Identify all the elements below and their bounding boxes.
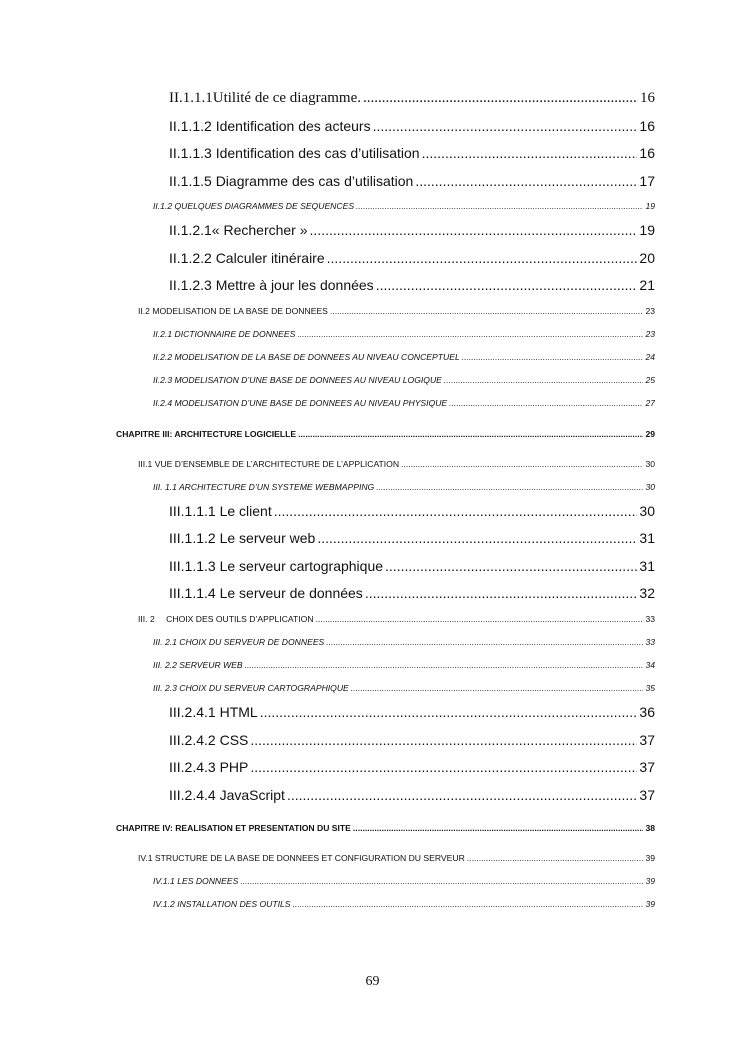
- toc-leader-dots: [363, 87, 638, 109]
- toc-entry-page: 16: [639, 118, 655, 134]
- toc-entry-label: III. 1.1 ARCHITECTURE D’UN SYSTEME WEBMAPPING: [153, 482, 375, 492]
- toc-entry-label: II.1.2.3 Mettre à jour les données: [169, 277, 374, 293]
- toc-entry: [169, 555, 655, 577]
- toc-entry: [169, 170, 655, 192]
- toc-entry: [169, 527, 655, 549]
- toc-entry-label: II.1.1.1Utilité de ce diagramme.: [169, 90, 362, 106]
- toc-entry: [116, 427, 655, 441]
- toc-entry-page: 31: [639, 558, 655, 574]
- toc-entry-page: 31: [639, 530, 655, 546]
- toc-leader-dots: [351, 681, 644, 695]
- toc-leader-dots: [250, 756, 637, 778]
- toc-entry: [138, 304, 655, 318]
- page-number: 69: [365, 974, 380, 989]
- toc-entry-page: 39: [645, 876, 655, 886]
- toc-entry: [169, 87, 655, 109]
- toc-entry-page: 37: [639, 732, 655, 748]
- toc-entry: [153, 874, 655, 888]
- toc-entry: [153, 396, 655, 410]
- toc-entry: [153, 635, 655, 649]
- toc-entry-page: 35: [645, 683, 655, 693]
- toc-entry-page: 27: [645, 398, 655, 408]
- toc-leader-dots: [274, 500, 638, 522]
- toc-entry-label: II.2.2 MODELISATION DE LA BASE DE DONNEES AU NIVEAU CONCEPTUEL: [153, 352, 460, 362]
- toc-leader-dots: [316, 612, 644, 626]
- toc-entry-page: 30: [639, 503, 655, 519]
- toc-entry-page: 29: [645, 429, 655, 439]
- toc-leader-dots: [245, 658, 644, 672]
- toc-leader-dots: [365, 582, 638, 604]
- toc-entry-label: III. 2.2 SERVEUR WEB: [153, 660, 243, 670]
- toc-entry: [153, 897, 655, 911]
- toc-entry-page: 23: [645, 306, 655, 316]
- toc-entry-page: 24: [645, 352, 655, 362]
- toc-entry-page: 32: [639, 585, 655, 601]
- toc-entry: [169, 756, 655, 778]
- toc-entry-page: 19: [639, 222, 655, 238]
- toc-entry-label: II.2 MODELISATION DE LA BASE DE DONNEES: [138, 306, 328, 316]
- toc-entry-label: IV.1 STRUCTURE DE LA BASE DE DONNEES ET CONFIGURATION DU SERVEUR: [138, 853, 465, 863]
- toc-entry-page: 30: [645, 459, 655, 469]
- toc-entry-page: 17: [639, 173, 655, 189]
- toc-entry-label: II.1.2 QUELQUES DIAGRAMMES DE SEQUENCES: [153, 201, 355, 211]
- toc-leader-dots: [415, 170, 637, 192]
- toc-entry-page: 19: [645, 201, 655, 211]
- toc-leader-dots: [240, 874, 643, 888]
- toc-entry: [153, 480, 655, 494]
- toc-entry-label: II.1.2.1« Rechercher »: [169, 222, 308, 238]
- toc-leader-dots: [298, 427, 643, 441]
- toc-entry: [169, 142, 655, 164]
- toc-entry-label: III. 2.1 CHOIX DU SERVEUR DE DONNEES: [153, 637, 325, 647]
- toc-entry-label: III.2.4.4 JavaScript: [169, 787, 285, 803]
- toc-entry: [138, 457, 655, 471]
- toc-leader-dots: [326, 635, 643, 649]
- toc-entry-label: IV.1.1 LES DONNEES: [153, 876, 239, 886]
- toc-entry-page: 33: [645, 614, 655, 624]
- toc-entry: [153, 681, 655, 695]
- toc-entry-label: CHOIX DES OUTILS D’APPLICATION: [166, 614, 314, 624]
- toc-entry: [169, 247, 655, 269]
- toc-entry-label: III.2.4.1 HTML: [169, 704, 258, 720]
- toc-entry: [169, 582, 655, 604]
- toc-entry: [138, 612, 655, 626]
- toc-entry-label: III.1.1.1 Le client: [169, 503, 272, 519]
- toc-entry: [153, 658, 655, 672]
- toc-entry: [169, 729, 655, 751]
- toc-entry-label: III.2.4.3 PHP: [169, 759, 249, 775]
- toc-entry-page: 16: [639, 145, 655, 161]
- toc-entry-page: 38: [645, 823, 655, 833]
- toc-leader-dots: [462, 350, 644, 364]
- toc-leader-dots: [373, 115, 638, 137]
- toc-leader-dots: [327, 247, 638, 269]
- toc-entry-label: CHAPITRE IV: REALISATION ET PRESENTATION DU SITE: [116, 823, 351, 833]
- toc-leader-dots: [287, 784, 637, 806]
- toc-leader-dots: [449, 396, 643, 410]
- toc-entry-label: II.1.1.2 Identification des acteurs: [169, 118, 371, 134]
- toc-entry-label: III.1 VUE D’ENSEMBLE DE L’ARCHITECTURE DE L’APPLICATION: [138, 459, 400, 469]
- toc-entry: [169, 219, 655, 241]
- toc-entry-label: III.1.1.3 Le serveur cartographique: [169, 558, 384, 574]
- toc-entry-page: 30: [645, 482, 655, 492]
- toc-leader-dots: [330, 304, 644, 318]
- toc-entry: [169, 784, 655, 806]
- toc-entry-label: II.2.4 MODELISATION D’UNE BASE DE DONNEES AU NIVEAU PHYSIQUE: [153, 398, 448, 408]
- toc-entry-label: III.1.1.2 Le serveur web: [169, 530, 316, 546]
- toc-entry: [138, 851, 655, 865]
- toc-entry-page: 34: [645, 660, 655, 670]
- toc-entry-label: IV.1.2 INSTALLATION DES OUTILS: [153, 899, 291, 909]
- toc-leader-dots: [293, 897, 644, 911]
- toc-leader-dots: [260, 701, 638, 723]
- toc-entry-page: 16: [640, 90, 655, 106]
- toc-entry-label: CHAPITRE III: ARCHITECTURE LOGICIELLE: [116, 429, 297, 439]
- toc-entry: [116, 821, 655, 835]
- toc-entry-page: 20: [639, 250, 655, 266]
- toc-entry-label: III.2.4.2 CSS: [169, 732, 249, 748]
- toc-entry-label: III.1.1.4 Le serveur de données: [169, 585, 363, 601]
- toc-entry-page: 33: [645, 637, 655, 647]
- toc-entry-page: 37: [639, 759, 655, 775]
- toc-entry-page: 21: [639, 277, 655, 293]
- toc-leader-dots: [385, 555, 637, 577]
- toc-entry: [153, 199, 655, 213]
- toc-entry: [169, 274, 655, 296]
- toc-entry-label: II.1.2.2 Calculer itinéraire: [169, 250, 325, 266]
- toc-leader-dots: [250, 729, 637, 751]
- toc-leader-dots: [444, 373, 644, 387]
- toc-leader-dots: [422, 142, 638, 164]
- toc-entry-page: 25: [645, 375, 655, 385]
- toc-leader-dots: [376, 274, 638, 296]
- toc-leader-dots: [297, 327, 643, 341]
- toc-leader-dots: [317, 527, 637, 549]
- toc-entry: [169, 500, 655, 522]
- toc-entry-label: II.2.3 MODELISATION D’UNE BASE DE DONNEES AU NIVEAU LOGIQUE: [153, 375, 442, 385]
- toc-leader-dots: [353, 821, 644, 835]
- toc-entry-page: 37: [639, 787, 655, 803]
- toc-entry: [153, 373, 655, 387]
- toc-entry: [153, 350, 655, 364]
- toc-entry: [153, 327, 655, 341]
- toc-entry-page: 39: [645, 853, 655, 863]
- toc-entry-label: III. 2.3 CHOIX DU SERVEUR CARTOGRAPHIQUE: [153, 683, 349, 693]
- toc-leader-dots: [310, 219, 638, 241]
- toc-entry-page: 39: [645, 899, 655, 909]
- toc-entry-number: III. 2: [138, 614, 155, 624]
- toc-entry: [169, 701, 655, 723]
- toc-leader-dots: [467, 851, 644, 865]
- toc-entry-page: 36: [639, 704, 655, 720]
- toc-entry-label: II.2.1 DICTIONNAIRE DE DONNEES: [153, 329, 296, 339]
- toc-leader-dots: [356, 199, 643, 213]
- toc-entry-label: II.1.1.5 Diagramme des cas d’utilisation: [169, 173, 414, 189]
- toc-entry-page: 23: [645, 329, 655, 339]
- toc-leader-dots: [401, 457, 643, 471]
- toc-entry-label: II.1.1.3 Identification des cas d’utilisation: [169, 145, 420, 161]
- toc-leader-dots: [376, 480, 643, 494]
- toc-entry: [169, 115, 655, 137]
